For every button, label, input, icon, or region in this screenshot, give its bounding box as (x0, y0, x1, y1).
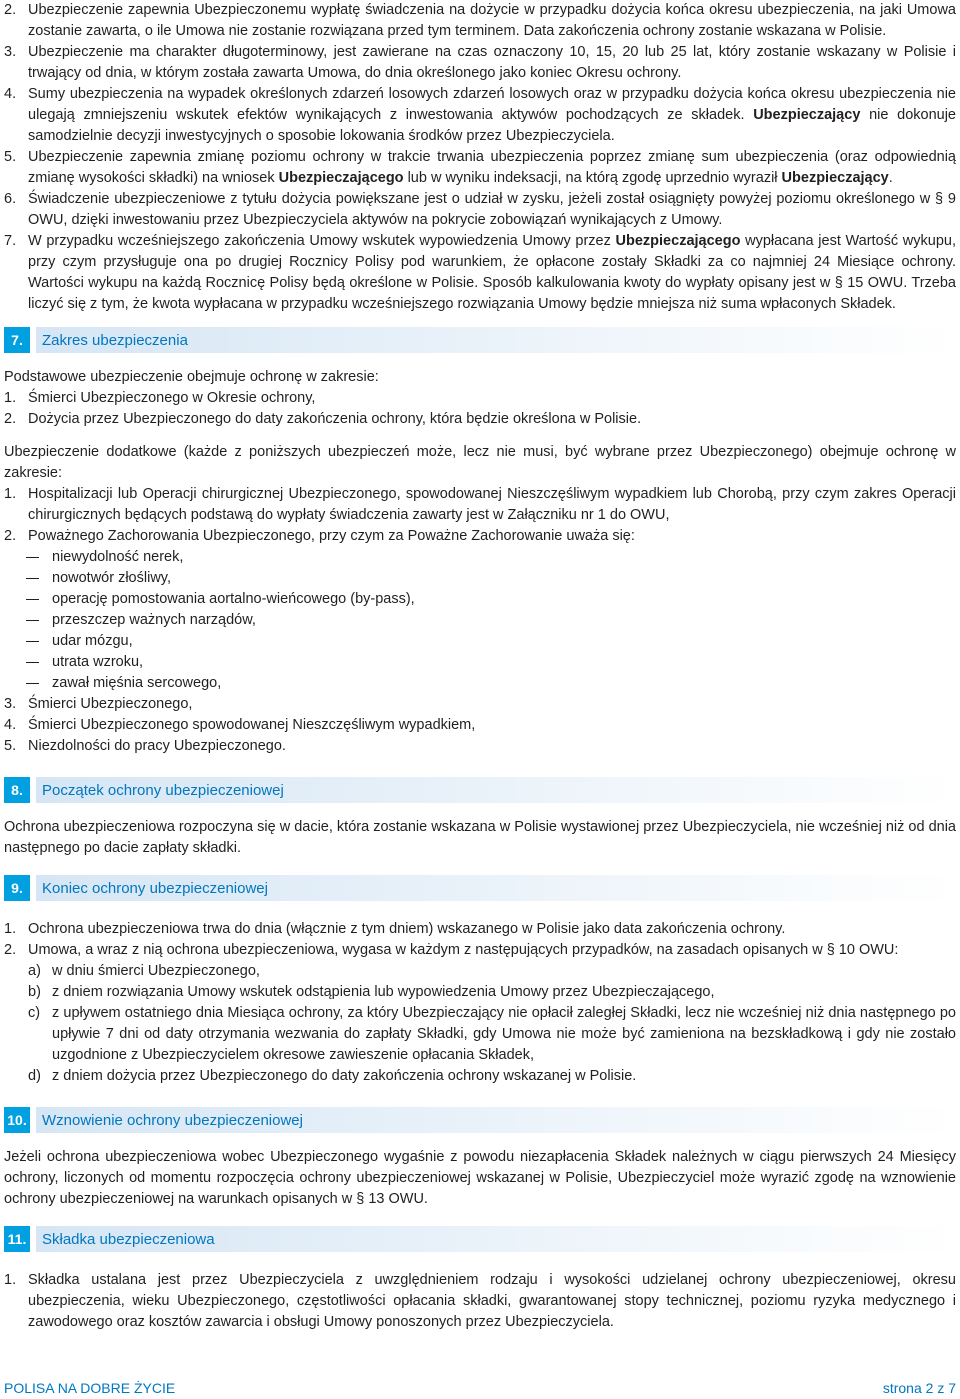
section-header-9 (4, 875, 956, 901)
list-item (4, 736, 956, 757)
section-title: Zakres ubezpieczenia (42, 331, 188, 349)
item-number: 2. (4, 2, 17, 18)
basic-intro: Podstawowe ubezpieczenie obejmuje ochronę w zakresie: (4, 369, 379, 385)
item-number: 1. (4, 921, 17, 937)
item-text: Świadczenie ubezpieczeniowe z tytułu dożycia powiększane jest o udział w zysku, jeżeli został osiągnięty powyżej poziomu określonego w § 9 OWU, dzięki inwestowaniu przez Ubezpieczyciela aktywów na pokrycie zobowiązań wynikających z Umowy. (28, 191, 956, 228)
item-number: 4. (4, 717, 17, 733)
extra-intro: Ubezpieczenie dodatkowe (każde z poniższych ubezpieczeń może, lecz nie musi, być wybrane przez Ubezpieczonego) obejmuje ochronę w zakresie: (4, 444, 956, 481)
item-bold: Ubezpieczającego (615, 233, 741, 249)
item-text: Sumy ubezpieczenia na wypadek określonych zdarzeń losowych zdarzeń losowych oraz w przypadku dożycia końca okresu ubezpieczenia nie ulegają zmniejszeniu wskutek efektów wynikających z inwestowania aktywów pochodzących ze składek. (28, 86, 956, 123)
section-8-body (4, 817, 956, 859)
list-item (4, 715, 956, 736)
item-text: Hospitalizacji lub Operacji chirurgicznej Ubezpieczonego, spowodowanej Nieszczęśliwym wypadkiem lub Chorobą, przy czym zakres Operacji chirurgicznych będących podstawą do wypłaty świadczenia zawarty jest w Załączniku nr 1 do OWU, (28, 486, 956, 523)
paragraph: Jeżeli ochrona ubezpieczeniowa wobec Ubezpieczonego wygaśnie z powodu niezapłacenia Składek należnych w ciągu pierwszych 24 Miesięcy ochrony, liczonych od momentu rozpoczęcia ochrony ubezpieczeniowej wskazanej w Polisie, Ubezpieczyciel może wyrazić zgodę na wznowienie ochrony ubezpieczeniowej na warunkach opisanych w § 13 OWU. (4, 1149, 956, 1207)
list-item (4, 42, 956, 84)
section-header-11 (4, 1226, 956, 1252)
item-letter: a) (28, 963, 41, 979)
item-text: W przypadku wcześniejszego zakończenia Umowy wskutek wypowiedzenia Umowy przez (28, 233, 616, 249)
list-item (4, 526, 956, 547)
list-item (4, 1270, 956, 1333)
list-item: nowotwór złośliwy, (4, 568, 956, 589)
list-item: operację pomostowania aortalno-wieńcowego (by-pass), (4, 589, 956, 610)
illness-list (4, 547, 956, 694)
item-number: 1. (4, 1272, 17, 1288)
section-title: Koniec ochrony ubezpieczeniowej (42, 879, 268, 897)
top-list (4, 0, 956, 315)
item-text: Ubezpieczenie zapewnia zmianę poziomu ochrony w trakcie trwania ubezpieczenia poprzez zmianę sum ubezpieczenia (oraz odpowiednią zmianę wysokości składki) na wniosek (28, 149, 956, 186)
item-bold: Ubezpieczający (781, 170, 889, 186)
section-number: 8. (4, 777, 30, 803)
item-text: nie dokonuje samodzielnie decyzji inwestycyjnych o sposobie lokowania środków przez Ubezpieczyciela. (28, 107, 957, 144)
item-number: 3. (4, 44, 17, 60)
list-item (4, 84, 956, 147)
list-item: udar mózgu, (4, 631, 956, 652)
page-footer (4, 1378, 956, 1398)
item-letter: d) (28, 1068, 41, 1084)
item-number: 2. (4, 411, 17, 427)
item-number: 5. (4, 149, 17, 165)
item-number: 7. (4, 233, 17, 249)
list-item (4, 982, 956, 1003)
section-header-8 (4, 777, 956, 803)
list-item (4, 147, 956, 189)
list-item: zawał mięśnia sercowego, (4, 673, 956, 694)
item-number: 4. (4, 86, 17, 102)
list-item (4, 1003, 956, 1066)
item-text: . (888, 170, 893, 186)
list-item (4, 388, 956, 409)
item-number: 6. (4, 191, 17, 207)
item-text: wypłacana jest Wartość wykupu, przy czym przysługuje ona po drugiej Rocznicy Polisy pod warunkiem, że opłacone zostały Składki za co najmniej 24 Miesiące ochrony. Wartości wykupu na każdą Rocznicę Polisy będą określone w Polisie. Sposób kalkulowania kwoty do wypłaty opisany jest w § 15 OWU. Trzeba liczyć się z tym, że kwota wypłacana w przypadku wcześniejszego rozwiązania Umowy będzie mniejsza niż suma wpłaconych Składek. (28, 233, 956, 312)
item-text: z dniem rozwiązania Umowy wskutek odstąpienia lub wypowiedzenia Umowy przez Ubezpieczającego, (52, 984, 715, 1000)
section-number: 10. (4, 1107, 30, 1133)
item-text: Dożycia przez Ubezpieczonego do daty zakończenia ochrony, która będzie określona w Polisie. (28, 411, 642, 427)
item-bold: Ubezpieczającego (278, 170, 404, 186)
item-number: 2. (4, 528, 17, 544)
section-number: 11. (4, 1226, 30, 1252)
item-text: Umowa, a wraz z nią ochrona ubezpieczeniowa, wygasa w każdym z następujących przypadków, na zasadach opisanych w § 10 OWU: (28, 942, 899, 958)
section-11-body (4, 1270, 956, 1333)
list-item: utrata wzroku, (4, 652, 956, 673)
item-text: Składka ustalana jest przez Ubezpieczyciela z uwzględnieniem rodzaju i wysokości udzielanej ochrony ubezpieczeniowej, okresu ubezpieczenia, wieku Ubezpieczonego, częstotliwości opłacania składki, gwarantowanej stopy technicznej, poziomu ryzyka medycznego i zawodowego oraz kosztów zawarcia i obsługi Umowy ponoszonych przez Ubezpieczyciela. (28, 1272, 956, 1330)
list-item: niewydolność nerek, (4, 547, 956, 568)
list-item (4, 409, 956, 430)
section-title: Wznowienie ochrony ubezpieczeniowej (42, 1111, 303, 1129)
list-item (4, 940, 956, 961)
item-text: Poważnego Zachorowania Ubezpieczonego, przy czym za Poważne Zachorowanie uważa się: (28, 528, 635, 544)
list-item (4, 0, 956, 42)
item-text: lub w wyniku indeksacji, na którą zgodę uprzednio wyraził (403, 170, 782, 186)
section-7-body (4, 367, 956, 757)
list-item (4, 919, 956, 940)
item-text: z upływem ostatniego dnia Miesiąca ochrony, za który Ubezpieczający nie opłacił zaległej Składki, lecz nie wcześniej niż dnia następnego po upływie 7 dni od daty otrzymania wezwania do zapłaty Składki, gdy Umowa nie może być zamieniona na bezskładkową i gdy nie zostało uzgodnione z Ubezpieczycielem okresowe zawieszenie opłacania Składek, (52, 1005, 956, 1063)
section-title: Składka ubezpieczeniowa (42, 1230, 215, 1248)
item-text: Śmierci Ubezpieczonego spowodowanej Nieszczęśliwym wypadkiem, (28, 717, 476, 733)
list-item (4, 1066, 956, 1087)
item-text: z dniem dożycia przez Ubezpieczonego do daty zakończenia ochrony wskazanej w Polisie. (52, 1068, 637, 1084)
item-text: Ochrona ubezpieczeniowa trwa do dnia (włącznie z tym dniem) wskazanego w Polisie jako data zakończenia ochrony. (28, 921, 786, 937)
section-9-body (4, 919, 956, 1087)
item-text: Niezdolności do pracy Ubezpieczonego. (28, 738, 286, 754)
list-item (4, 694, 956, 715)
item-number: 1. (4, 390, 17, 406)
item-number: 2. (4, 942, 17, 958)
section-10-body (4, 1147, 956, 1210)
list-item (4, 189, 956, 231)
item-letter: b) (28, 984, 41, 1000)
item-text: Śmierci Ubezpieczonego, (28, 696, 193, 712)
section-number: 7. (4, 327, 30, 353)
item-number: 5. (4, 738, 17, 754)
section-header-7 (4, 327, 956, 353)
footer-title: POLISA NA DOBRE ŻYCIE (4, 1380, 176, 1396)
paragraph: Ochrona ubezpieczeniowa rozpoczyna się w dacie, która zostanie wskazana w Polisie wystawionej przez Ubezpieczyciela, nie wcześniej niż od dnia następnego po dacie zapłaty składki. (4, 819, 956, 856)
list-item (4, 231, 956, 315)
item-text: Ubezpieczenie ma charakter długoterminowy, jest zawierane na czas oznaczony 10, 15, 20 lub 25 lat, który zostanie wskazany w Polisie i trwający od dnia, w którym została zawarta Umowa, do dnia określonego jako koniec Okresu ochrony. (28, 44, 956, 81)
page-number: strona 2 z 7 (882, 1380, 956, 1396)
item-number: 1. (4, 486, 17, 502)
list-item (4, 484, 956, 526)
item-text: w dniu śmierci Ubezpieczonego, (52, 963, 260, 979)
item-text: Śmierci Ubezpieczonego w Okresie ochrony, (28, 390, 316, 406)
section-header-10 (4, 1107, 956, 1133)
item-text: Ubezpieczenie zapewnia Ubezpieczonemu wypłatę świadczenia na dożycie w przypadku dożycia końca okresu ubezpieczenia, na jaki Umowa zostanie zawarta, o ile Umowa nie zostanie rozwiązana przed tym terminem. Data zakończenia ochrony zostanie wskazana w Polisie. (28, 2, 956, 39)
item-number: 3. (4, 696, 17, 712)
item-bold: Ubezpieczający (753, 107, 861, 123)
item-letter: c) (28, 1005, 41, 1021)
list-item: przeszczep ważnych narządów, (4, 610, 956, 631)
list-item (4, 961, 956, 982)
section-title: Początek ochrony ubezpieczeniowej (42, 781, 284, 799)
section-number: 9. (4, 875, 30, 901)
